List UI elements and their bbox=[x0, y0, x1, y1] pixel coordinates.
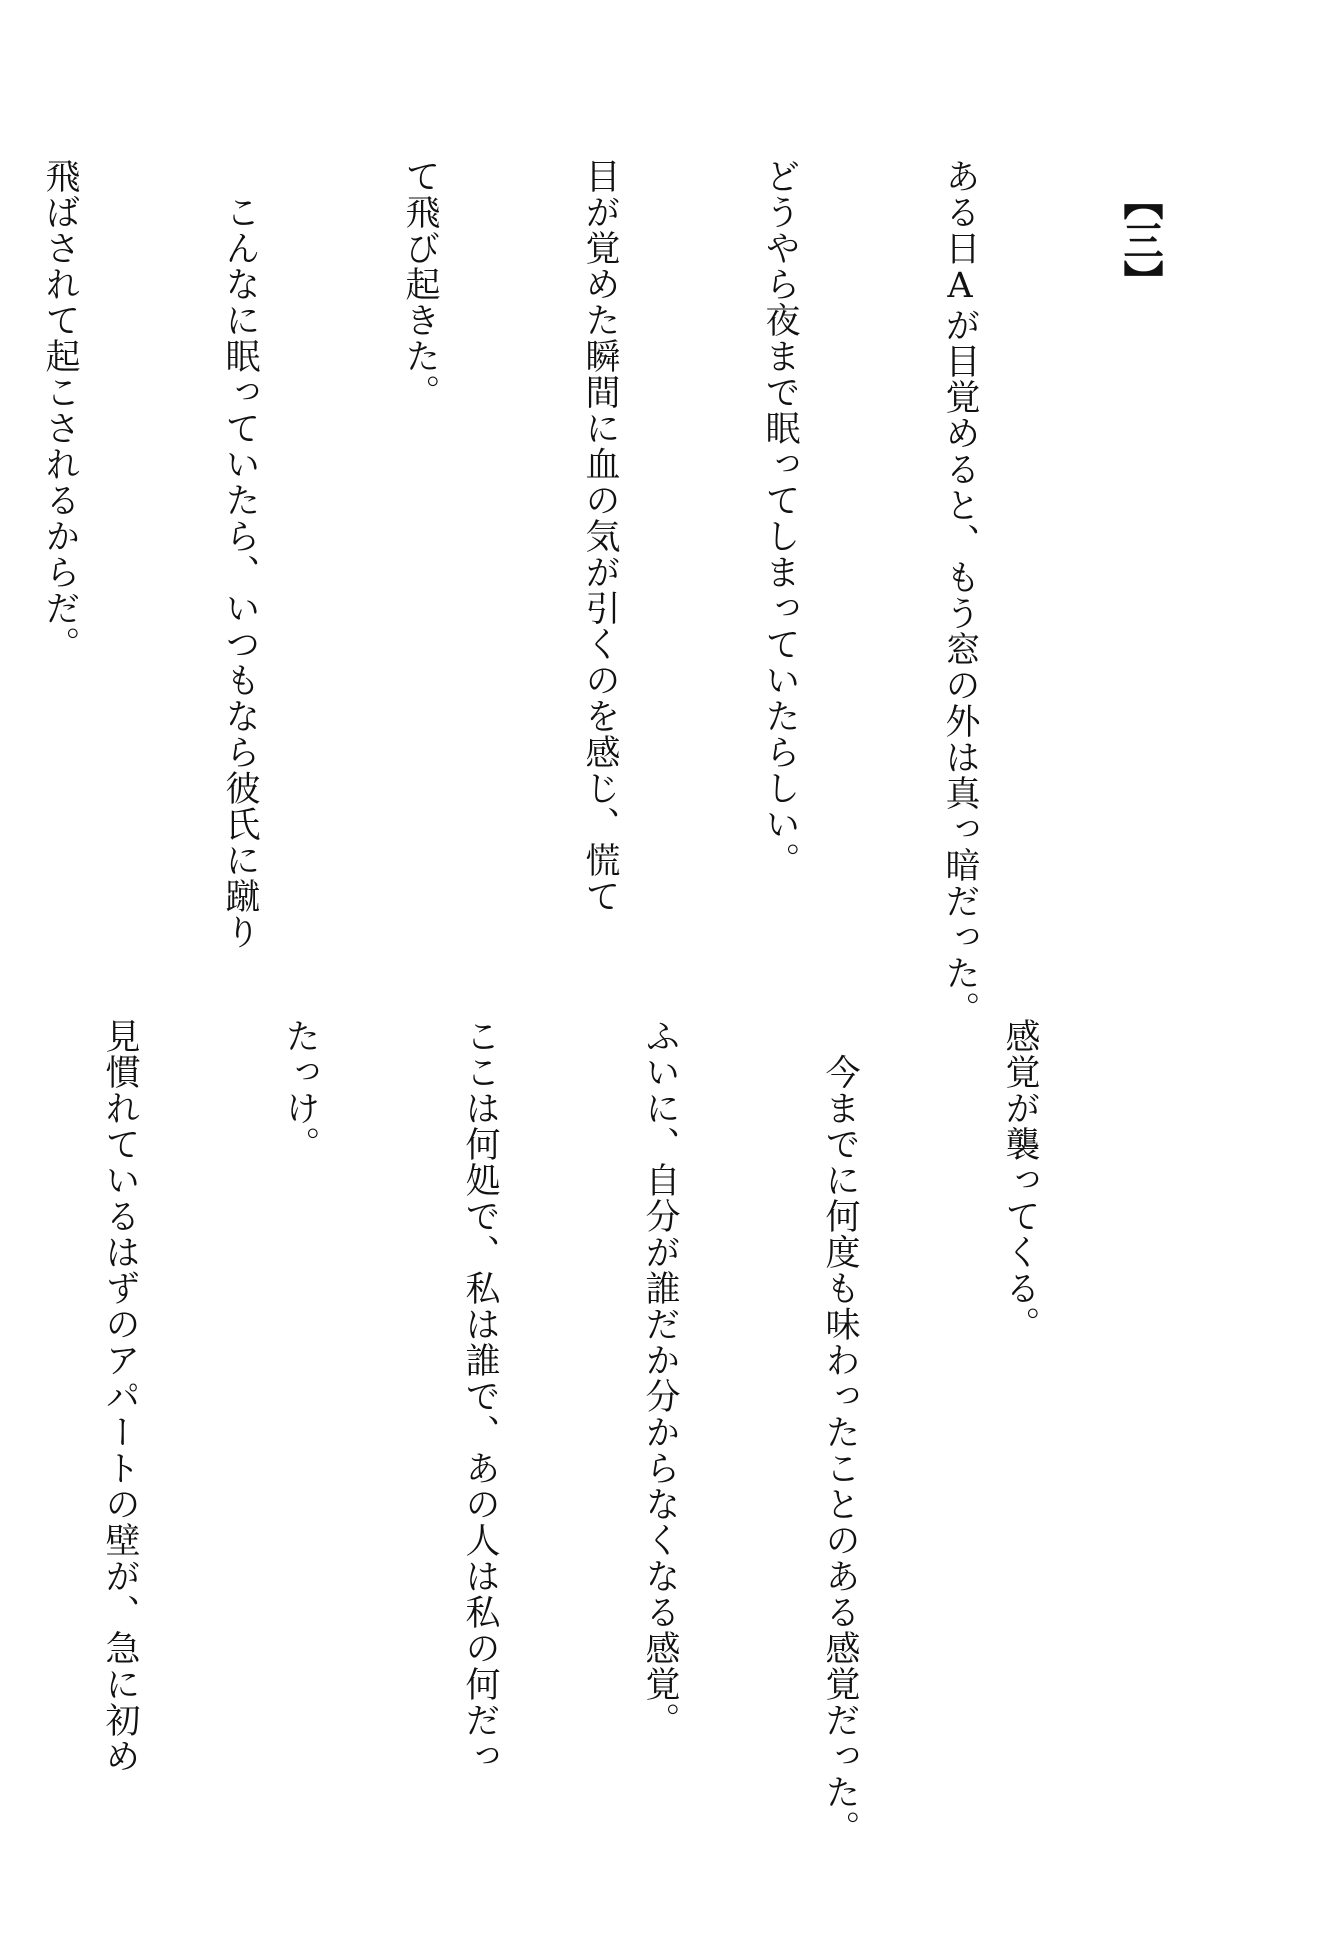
chapter-heading: 【三】 bbox=[1117, 180, 1164, 300]
text-line: 見慣れているはずのアパートの壁が、急に初め bbox=[100, 1018, 140, 1774]
text-line: 感覚が襲ってくる。 bbox=[1000, 1018, 1040, 1342]
text-block-upper bbox=[0, 158, 1110, 1027]
text-line: どうやら夜まで眠ってしまっていたらしい。 bbox=[760, 158, 800, 878]
text-line: ここは何処で、私は誰で、あの人は私の何だっ bbox=[460, 1018, 500, 1774]
text-line: 飛ばされて起こされるからだ。 bbox=[40, 158, 80, 662]
text-line: て飛び起きた。 bbox=[400, 158, 440, 410]
text-line: たっけ。 bbox=[280, 1018, 320, 1162]
text-line: こんなに眠っていたら、いつもなら彼氏に蹴り bbox=[220, 158, 260, 950]
text-line: ある日Aが目覚めると、もう窓の外は真っ暗だった。 bbox=[940, 158, 980, 1027]
text-line: 今までに何度も味わったことのある感覚だった。 bbox=[820, 1018, 860, 1846]
text-line: ふいに、自分が誰だか分からなくなる感覚。 bbox=[640, 1018, 680, 1738]
text-line: 目が覚めた瞬間に血の気が引くのを感じ、慌て bbox=[580, 158, 620, 914]
text-block-lower bbox=[0, 1018, 1170, 1846]
